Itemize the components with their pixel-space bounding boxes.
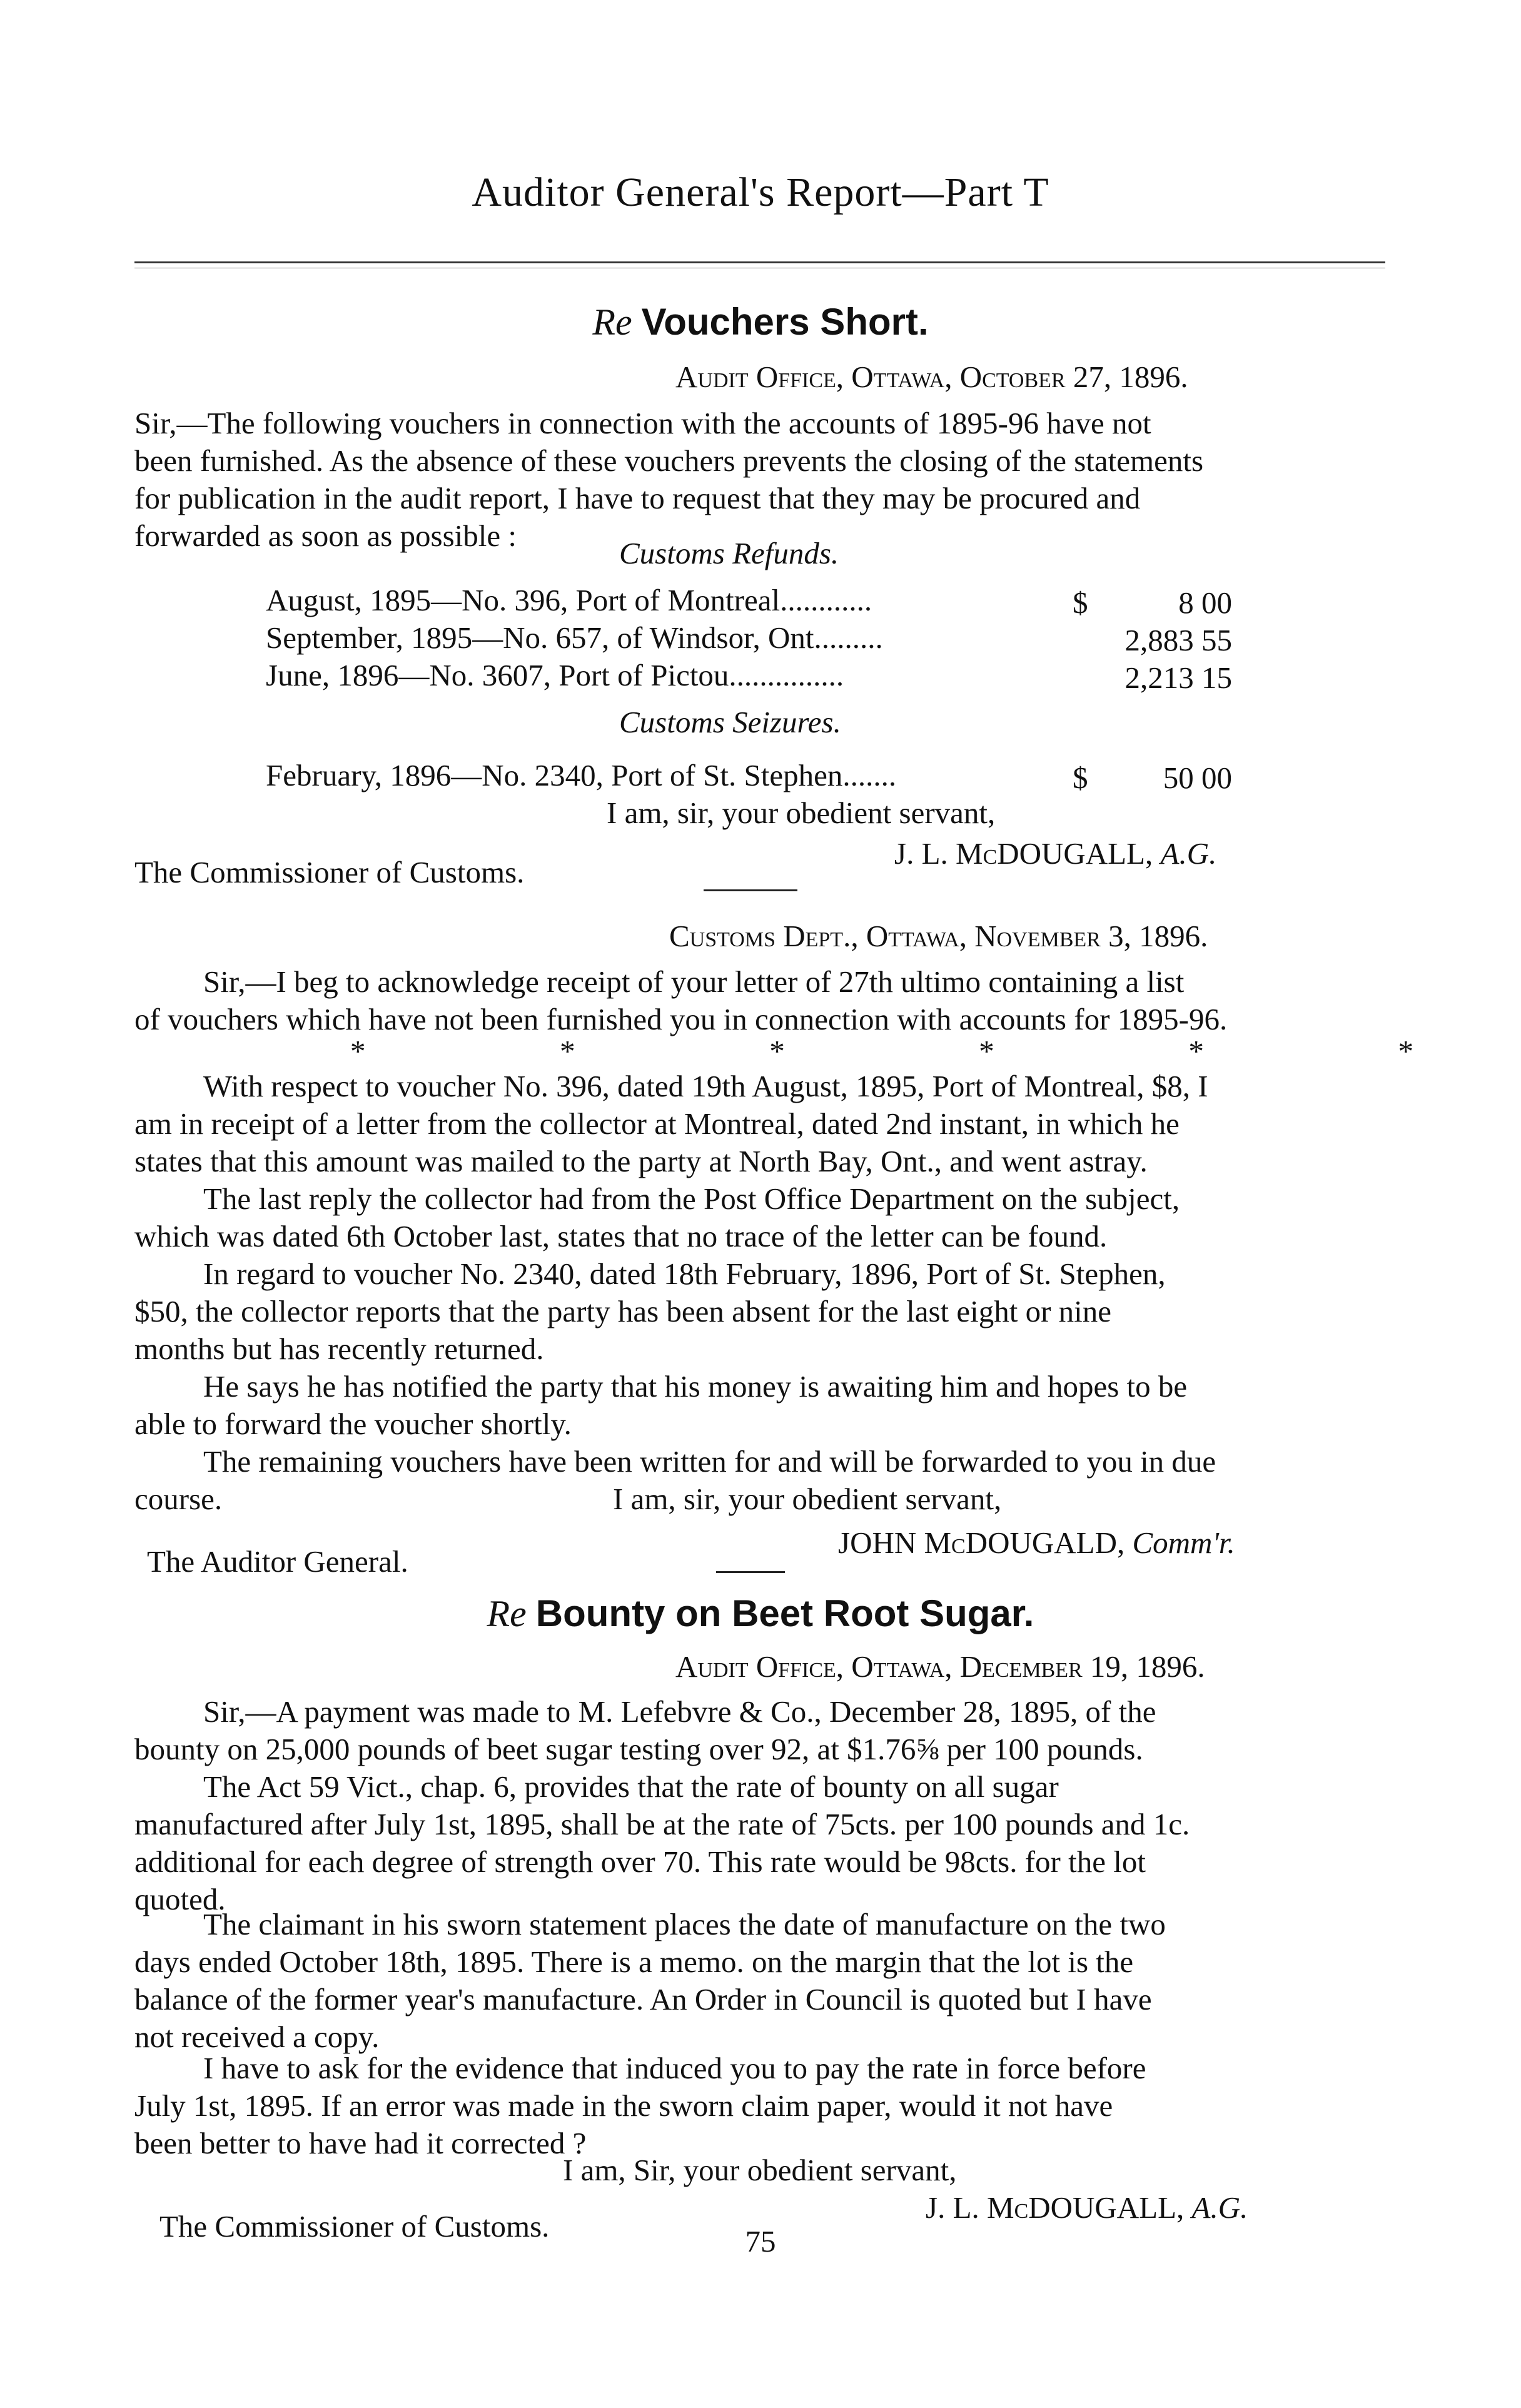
closing: I am, Sir, your obedient servant, [563,2153,957,2187]
voucher-amount: 50 00 [1163,761,1232,795]
dateline: Audit Office, Ottawa, December 19, 1896. [675,1649,1205,1684]
voucher-amount: 2,883 55 [1124,623,1232,657]
signature [838,1527,1235,1558]
body-line: balance of the former year's manufacture. An Order in Council is quoted but I have [134,1982,1152,2016]
page-number: 75 [745,2224,776,2259]
signature [926,2192,1248,2223]
ellipsis-stars [350,1033,1413,1069]
star: * [350,1034,366,1068]
body-line: Sir,—I beg to acknowledge receipt of your letter of 27th ultimo containing a list [203,964,1185,999]
body-line: able to forward the voucher shortly. [134,1407,572,1441]
signature-title: A.G. [1160,836,1217,871]
separator-rule [704,889,797,891]
closing: I am, sir, your obedient servant, [607,796,996,830]
body-line: been better to have had it corrected ? [134,2126,587,2160]
dollar-sign: $ [1073,585,1088,620]
signature-name: J. L. McDOUGALL, [926,2190,1185,2225]
addressee: The Commissioner of Customs. [159,2209,550,2244]
body-line: I have to ask for the evidence that induced you to pay the rate in force before [203,2051,1146,2085]
body-line: additional for each degree of strength over 70. This rate would be 98cts. for the lot [134,1844,1146,1879]
signature-name: JOHN McDOUGALD, [838,1525,1125,1560]
star: * [1398,1034,1413,1068]
title-text: Bounty on Beet Root Sugar. [535,1592,1034,1634]
group-heading: Customs Seizures. [619,705,841,739]
body-line: forwarded as soon as possible : [134,519,517,553]
voucher-amount: 8 00 [1178,585,1232,620]
group-heading: Customs Refunds. [619,536,839,570]
body-line: The remaining vouchers have been written for and will be forwarded to you in due [203,1444,1216,1479]
voucher-entry: June, 1896—No. 3607, Port of Pictou............... [266,658,844,692]
dateline: Audit Office, Ottawa, October 27, 1896. [675,360,1188,394]
signature [894,838,1216,869]
title-re: Re [592,301,632,343]
body-line: states that this amount was mailed to the party at North Bay, Ont., and went astray. [134,1144,1148,1178]
voucher-entry: February, 1896—No. 2340, Port of St. Stephen....... [266,758,897,792]
body-line: The last reply the collector had from the Post Office Department on the subject, [203,1181,1180,1216]
body-line: The Act 59 Vict., chap. 6, provides that the rate of bounty on all sugar [203,1769,1059,1804]
body-line: bounty on 25,000 pounds of beet sugar testing over 92, at $1.76⅝ per 100 pounds. [134,1732,1143,1766]
star: * [560,1034,575,1068]
body-line: not received a copy. [134,2020,380,2054]
title-re: Re [487,1593,527,1634]
body-line: In regard to voucher No. 2340, dated 18th February, 1896, Port of St. Stephen, [203,1257,1166,1291]
body-line: With respect to voucher No. 396, dated 19th August, 1895, Port of Montreal, $8, I [203,1069,1208,1103]
body-line: quoted. [134,1882,226,1916]
dateline: Customs Dept., Ottawa, November 3, 1896. [669,919,1208,953]
body-line: He says he has notified the party that his money is awaiting him and hopes to be [203,1369,1188,1404]
title-text: Vouchers Short. [641,301,929,343]
body-line: which was dated 6th October last, states that no trace of the letter can be found. [134,1219,1108,1253]
voucher-amount: 2,213 15 [1124,660,1232,695]
header-rule [134,261,1385,263]
body-line: manufactured after July 1st, 1895, shall be at the rate of 75cts. per 100 pounds and 1c. [134,1807,1190,1841]
body-line: of vouchers which have not been furnished you in connection with accounts for 1895-96. [134,1002,1228,1036]
body-line: days ended October 18th, 1895. There is a memo. on the margin that the lot is the [134,1945,1134,1979]
body-line: July 1st, 1895. If an error was made in the sworn claim paper, would it not have [134,2088,1113,2123]
body-line: been furnished. As the absence of these vouchers prevents the closing of the statements [134,443,1204,478]
body-line: The claimant in his sworn statement places the date of manufacture on the two [203,1907,1166,1941]
addressee: The Commissioner of Customs. [134,855,525,889]
star: * [1188,1034,1204,1068]
body-line: Sir,—The following vouchers in connection with the accounts of 1895-96 have not [134,406,1151,440]
star: * [769,1034,785,1068]
body-line: course. [134,1482,223,1516]
star: * [979,1034,994,1068]
addressee: The Auditor General. [147,1544,408,1579]
signature-title: Comm'r. [1132,1525,1235,1560]
body-line: $50, the collector reports that the party has been absent for the last eight or nine [134,1294,1112,1328]
body-line: am in receipt of a letter from the collector at Montreal, dated 2nd instant, in which he [134,1106,1180,1141]
voucher-entry: September, 1895—No. 657, of Windsor, Ont......... [266,620,883,655]
separator-rule [716,1571,785,1573]
signature-name: J. L. McDOUGALL, [894,836,1153,871]
dollar-sign: $ [1073,761,1088,795]
signature-title: A.G. [1191,2190,1248,2225]
body-line: Sir,—A payment was made to M. Lefebvre & Co., December 28, 1895, of the [203,1694,1156,1729]
section-title-vouchers-short [0,300,1521,344]
body-line: months but has recently returned. [134,1332,544,1366]
page-header: Auditor General's Report—Part T [472,169,1049,215]
closing: I am, sir, your obedient servant, [613,1482,1002,1516]
body-line: for publication in the audit report, I have to request that they may be procured and [134,481,1141,515]
voucher-entry: August, 1895—No. 396, Port of Montreal............ [266,583,872,617]
section-title-beet-root-sugar [0,1592,1521,1636]
